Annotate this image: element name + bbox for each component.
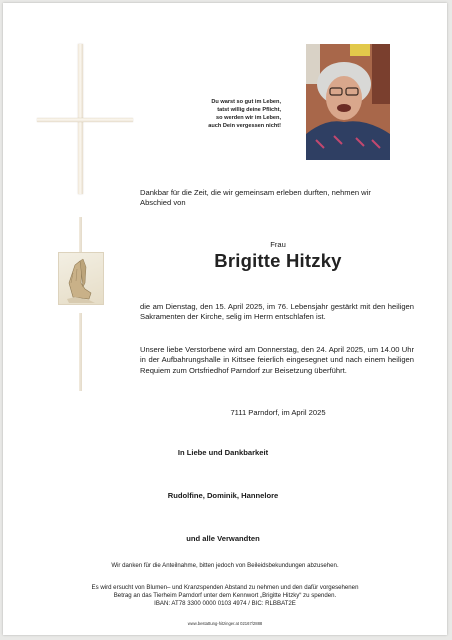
funeral-details-paragraph: Unsere liebe Verstorbene wird am Donnerstag, den 24. April 2025, um 14.00 Uhr in der Aufbahrungshalle in Kittsee feierlich eingesegnet und nach einem heiligen Requiem zum Ortsfriedhof Parndorf zur Beisetzung überführt. (140, 345, 414, 375)
deceased-name: Brigitte Hitzky (214, 250, 342, 271)
obituary-page (3, 3, 447, 635)
praying-hands-image (58, 252, 104, 305)
place-date: 7111 Parndorf, im April 2025 (230, 408, 326, 417)
praying-hands-icon (59, 253, 103, 304)
intro-text: Dankbar für die Zeit, die wir gemeinsam erleben durften, nehmen wir Abschied von (140, 188, 371, 208)
mourners-names: Rudolfine, Dominik, Hannelore (167, 491, 279, 500)
portrait-photo-image (306, 44, 390, 160)
decorative-line-lower (79, 313, 82, 391)
donation-line: Es wird ersucht von Blumen– und Kranzspenden Abstand zu nehmen und den dafür vorgesehenen (91, 584, 359, 591)
donation-line: Betrag an das Tierheim Parndorf unter dem Kennwort „Brigitte Hitzky“ zu spenden. (113, 592, 337, 600)
death-notice-paragraph: die am Dienstag, den 15. April 2025, im 76. Lebensjahr gestärkt mit den heiligen Sakramenten der Kirche, selig im Herrn entschlafen ist. (140, 302, 414, 322)
portrait-photo (306, 44, 390, 160)
donation-note (23, 584, 427, 609)
quote-line: so werden wir im Leben, (216, 115, 281, 121)
cross-horizontal-beam (37, 118, 133, 122)
salutation: Frau (270, 240, 286, 249)
quote-line: tatst willig deine Pflicht, (217, 107, 281, 113)
memorial-quote (161, 98, 281, 130)
closing-phrase: In Liebe und Dankbarkeit (177, 448, 269, 457)
decorative-line-upper (79, 217, 82, 255)
funeral-home-contact[interactable]: www.bestattung-hitzinger.at 02167/2888 (187, 621, 263, 626)
bank-details: IBAN: AT78 3300 0000 0103 4974 / BIC: RLBBAT2E (154, 600, 296, 608)
quote-line: Du warst so gut im Leben, (211, 99, 281, 105)
relatives-line: und alle Verwandten (186, 534, 260, 543)
thanks-note: Wir danken für die Anteilnahme, bitten jedoch von Beileidsbekundungen abzusehen. (111, 562, 339, 569)
quote-line: auch Dein vergessen nicht! (208, 123, 281, 129)
